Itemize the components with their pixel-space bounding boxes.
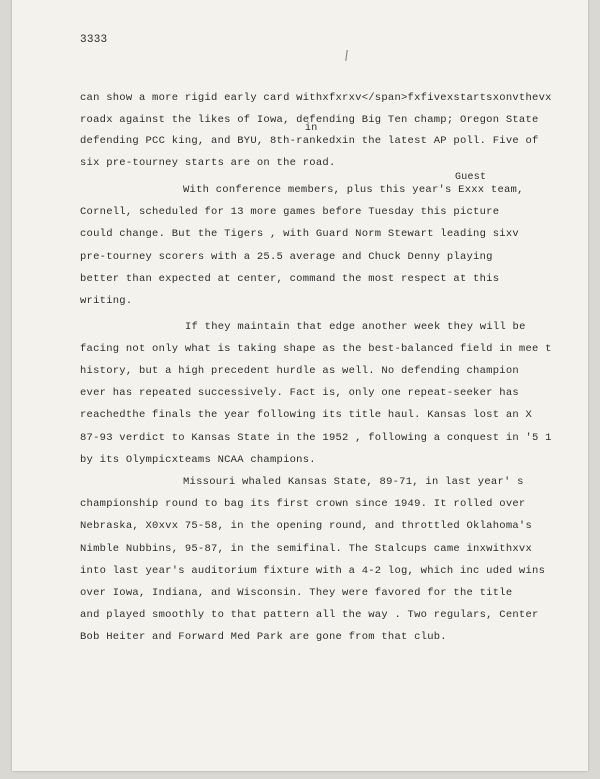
text-line-15: reachedthe finals the year following its title haul. Kansas lost an X <box>80 409 533 421</box>
text-line-16: 87-93 verdict to Kansas State in the 1952 , following a conquest in '5 1 <box>80 432 552 444</box>
pencil-mark <box>345 50 348 61</box>
text-line-24: and played smoothly to that pattern all the way . Two regulars, Center <box>80 609 539 621</box>
text-line-18: Missouri whaled Kansas State, 89-71, in last year' s <box>183 476 524 488</box>
text-line-25: Bob Heiter and Forward Med Park are gone from that club. <box>80 631 447 643</box>
text-line-5: With conference members, plus this year's Exxx team, <box>183 184 524 196</box>
text-line-14: ever has repeated successively. Fact is, only one repeat-seeker has <box>80 387 519 399</box>
text-line-9: better than expected at center, command the most respect at this <box>80 273 500 285</box>
text-line-21: Nimble Nubbins, 95-87, in the semifinal. The Stalcups came inxwithxvx <box>80 543 533 555</box>
text-line-3: defending PCC king, and BYU, 8th-rankedxin the latest AP poll. Five of <box>80 135 539 147</box>
text-line-19: championship round to bag its first crown since 1949. It rolled over <box>80 498 526 510</box>
text-line-1: can show a more rigid early card withxfxrxv</span>fxfivexstartsxonvthevx <box>80 92 552 104</box>
text-line-10: writing. <box>80 295 133 307</box>
text-line-23: over Iowa, Indiana, and Wisconsin. They were favored for the title <box>80 587 513 599</box>
text-line-17: by its Olympicxteams NCAA champions. <box>80 454 316 466</box>
text-line-11: If they maintain that edge another week they will be <box>185 321 526 333</box>
typed-insert-guest: Guest <box>455 172 487 183</box>
text-line-2: roadx against the likes of Iowa, defending Big Ten champ; Oregon State <box>80 114 539 126</box>
text-line-8: pre-tourney scorers with a 25.5 average and Chuck Denny playing <box>80 251 493 263</box>
text-line-22: into last year's auditorium fixture with a 4-2 log, which inc uded wins <box>80 565 546 577</box>
text-line-13: history, but a high precedent hurdle as well. No defending champion <box>80 365 519 377</box>
page-number: 3333 <box>80 34 108 46</box>
text-line-12: facing not only what is taking shape as the best-balanced field in mee t <box>80 343 552 355</box>
text-line-4: six pre-tourney starts are on the road. <box>80 157 336 169</box>
text-line-7: could change. But the Tigers , with Guard Norm Stewart leading sixv <box>80 228 519 240</box>
text-line-6: Cornell, scheduled for 13 more games before Tuesday this picture <box>80 206 500 218</box>
typed-insert-in: in <box>305 123 318 134</box>
text-line-20: Nebraska, X0xvx 75-58, in the opening round, and throttled Oklahoma's <box>80 520 533 532</box>
